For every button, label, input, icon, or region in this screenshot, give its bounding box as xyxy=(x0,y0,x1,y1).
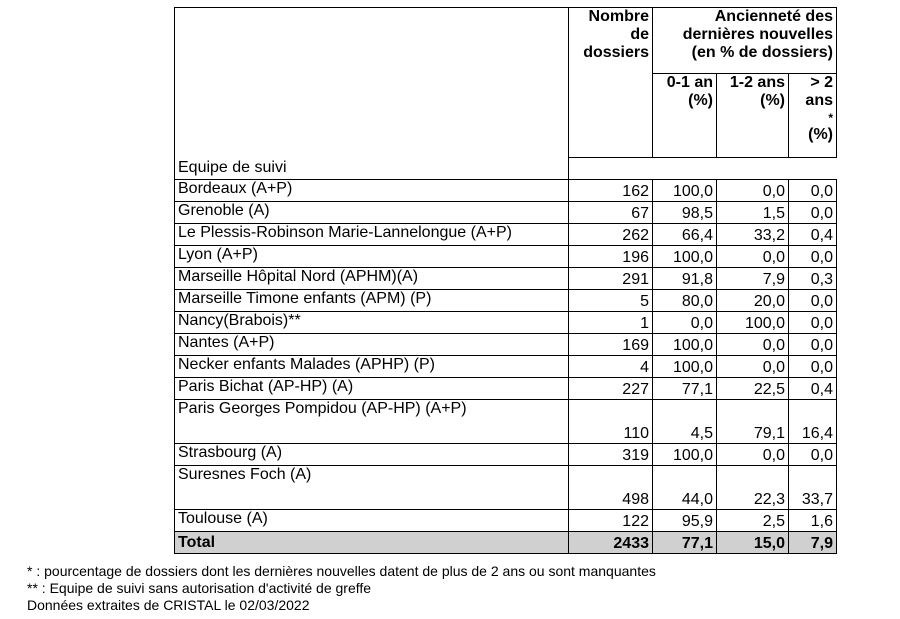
table-row xyxy=(175,246,837,268)
pct-0-1-an: 66,4 xyxy=(653,224,717,246)
table-row xyxy=(175,510,837,532)
team-name: Bordeaux (A+P) xyxy=(175,180,569,202)
team-name: Suresnes Foch (A) xyxy=(175,466,569,510)
total-row xyxy=(175,532,837,554)
table-row xyxy=(175,224,837,246)
team-name: Marseille Timone enfants (APM) (P) xyxy=(175,290,569,312)
pct-0-1-an: 44,0 xyxy=(653,466,717,510)
pct-0-1-an: 0,0 xyxy=(653,312,717,334)
header-blank xyxy=(175,8,569,158)
pct-1-2-ans: 1,5 xyxy=(717,202,789,224)
pct-1-2-ans: 7,9 xyxy=(717,268,789,290)
table-row xyxy=(175,312,837,334)
pct-0-1-an: 77,1 xyxy=(653,532,717,554)
pct-gt-2-ans: 1,6 xyxy=(789,510,837,532)
footnote-2: ** : Equipe de suivi sans autorisation d'activité de greffe xyxy=(27,580,372,596)
team-name: Nancy(Brabois)** xyxy=(175,312,569,334)
pct-1-2-ans: 15,0 xyxy=(717,532,789,554)
nombre-dossiers: 262 xyxy=(569,224,653,246)
nombre-dossiers: 319 xyxy=(569,444,653,466)
pct-gt-2-ans: 0,0 xyxy=(789,202,837,224)
pct-gt-2-ans: 0,4 xyxy=(789,378,837,400)
header-1-2-ans: 1-2 ans (%) xyxy=(717,74,789,158)
team-name: Lyon (A+P) xyxy=(175,246,569,268)
header-gt-2-ans-pct: (%) xyxy=(808,126,833,143)
equipe-spacer xyxy=(569,158,837,180)
nombre-dossiers: 5 xyxy=(569,290,653,312)
nombre-dossiers: 2433 xyxy=(569,532,653,554)
nombre-dossiers: 291 xyxy=(569,268,653,290)
team-name: Marseille Hôpital Nord (APHM)(A) xyxy=(175,268,569,290)
pct-1-2-ans: 22,5 xyxy=(717,378,789,400)
header-gt-2-ans-label: > 2 ans xyxy=(805,74,833,109)
nombre-dossiers: 122 xyxy=(569,510,653,532)
pct-1-2-ans: 2,5 xyxy=(717,510,789,532)
header-0-1-an: 0-1 an (%) xyxy=(653,74,717,158)
header-gt-2-ans-star: * xyxy=(828,111,833,125)
pct-gt-2-ans: 7,9 xyxy=(789,532,837,554)
pct-1-2-ans: 33,2 xyxy=(717,224,789,246)
table-row xyxy=(175,444,837,466)
pct-0-1-an: 77,1 xyxy=(653,378,717,400)
table-row xyxy=(175,334,837,356)
nombre-dossiers: 196 xyxy=(569,246,653,268)
table-row xyxy=(175,378,837,400)
team-name: Grenoble (A) xyxy=(175,202,569,224)
pct-1-2-ans: 0,0 xyxy=(717,180,789,202)
team-name: Paris Georges Pompidou (AP-HP) (A+P) xyxy=(175,400,569,444)
table-row xyxy=(175,180,837,202)
table-row xyxy=(175,466,837,510)
footnote-1: * : pourcentage de dossiers dont les dernières nouvelles datent de plus de 2 ans ou sont manquantes xyxy=(27,563,656,579)
nombre-dossiers: 4 xyxy=(569,356,653,378)
pct-0-1-an: 100,0 xyxy=(653,246,717,268)
pct-1-2-ans: 0,0 xyxy=(717,334,789,356)
pct-0-1-an: 100,0 xyxy=(653,180,717,202)
team-name: Nantes (A+P) xyxy=(175,334,569,356)
nombre-dossiers: 110 xyxy=(569,400,653,444)
pct-0-1-an: 98,5 xyxy=(653,202,717,224)
team-name: Toulouse (A) xyxy=(175,510,569,532)
pct-gt-2-ans: 16,4 xyxy=(789,400,837,444)
nombre-dossiers: 162 xyxy=(569,180,653,202)
team-name: Strasbourg (A) xyxy=(175,444,569,466)
pct-1-2-ans: 0,0 xyxy=(717,356,789,378)
table-row xyxy=(175,268,837,290)
pct-0-1-an: 95,9 xyxy=(653,510,717,532)
pct-0-1-an: 91,8 xyxy=(653,268,717,290)
footnotes xyxy=(27,563,656,614)
team-name: Necker enfants Malades (APHP) (P) xyxy=(175,356,569,378)
pct-0-1-an: 100,0 xyxy=(653,334,717,356)
nombre-dossiers: 169 xyxy=(569,334,653,356)
pct-gt-2-ans: 0,4 xyxy=(789,224,837,246)
team-name: Paris Bichat (AP-HP) (A) xyxy=(175,378,569,400)
pct-gt-2-ans: 0,0 xyxy=(789,356,837,378)
pct-gt-2-ans: 0,0 xyxy=(789,334,837,356)
pct-gt-2-ans: 0,3 xyxy=(789,268,837,290)
table-row xyxy=(175,356,837,378)
pct-1-2-ans: 22,3 xyxy=(717,466,789,510)
pct-1-2-ans: 100,0 xyxy=(717,312,789,334)
table-row xyxy=(175,202,837,224)
header-gt-2-ans xyxy=(789,74,837,158)
pct-gt-2-ans: 0,0 xyxy=(789,246,837,268)
dossiers-table xyxy=(174,7,837,554)
pct-1-2-ans: 0,0 xyxy=(717,444,789,466)
equipe-label: Equipe de suivi xyxy=(175,158,569,180)
table-row xyxy=(175,290,837,312)
pct-gt-2-ans: 0,0 xyxy=(789,444,837,466)
pct-gt-2-ans: 0,0 xyxy=(789,180,837,202)
pct-0-1-an: 4,5 xyxy=(653,400,717,444)
header-nombre: Nombre de dossiers xyxy=(569,8,653,158)
pct-gt-2-ans: 0,0 xyxy=(789,312,837,334)
table-row xyxy=(175,400,837,444)
pct-1-2-ans: 0,0 xyxy=(717,246,789,268)
pct-0-1-an: 100,0 xyxy=(653,356,717,378)
nombre-dossiers: 227 xyxy=(569,378,653,400)
nombre-dossiers: 67 xyxy=(569,202,653,224)
team-name: Le Plessis-Robinson Marie-Lannelongue (A+P) xyxy=(175,224,569,246)
footnote-3: Données extraites de CRISTAL le 02/03/2022 xyxy=(27,597,310,613)
pct-0-1-an: 100,0 xyxy=(653,444,717,466)
nombre-dossiers: 498 xyxy=(569,466,653,510)
header-anciennete: Ancienneté des dernières nouvelles (en % de dossiers) xyxy=(653,8,837,74)
nombre-dossiers: 1 xyxy=(569,312,653,334)
pct-gt-2-ans: 33,7 xyxy=(789,466,837,510)
pct-gt-2-ans: 0,0 xyxy=(789,290,837,312)
pct-1-2-ans: 20,0 xyxy=(717,290,789,312)
pct-1-2-ans: 79,1 xyxy=(717,400,789,444)
pct-0-1-an: 80,0 xyxy=(653,290,717,312)
team-name: Total xyxy=(175,532,569,554)
